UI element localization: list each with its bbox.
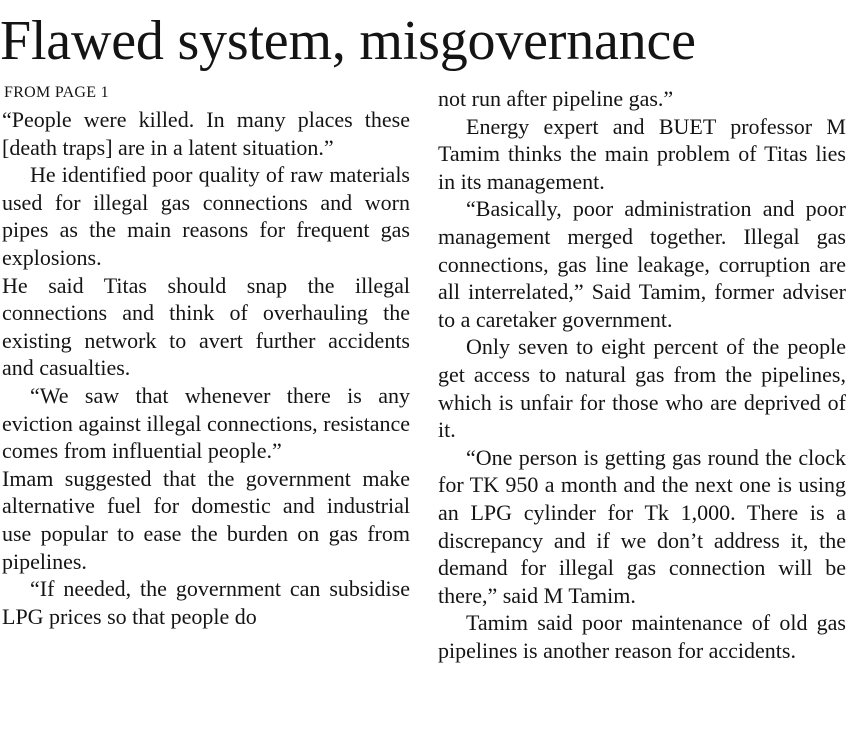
paragraph: Only seven to eight percent of the people get access to natural gas from the pipelines, which is unfair for those who are deprived of it.	[438, 334, 846, 443]
paragraph: “Basically, poor administration and poor management merged together. Illegal gas connections, gas line leakage, corruption are all interrelated,” Said Tamim, former adviser to a caretaker government.	[438, 196, 846, 332]
paragraph: Imam suggested that the government make alternative fuel for domestic and industrial use popular to ease the burden on gas from pipelines.	[2, 465, 410, 574]
paragraph: Tamim said poor maintenance of old gas pipelines is another reason for accidents.	[438, 610, 846, 663]
paragraph: “If needed, the government can subsidise LPG prices so that people do	[2, 576, 410, 629]
left-column-body	[2, 106, 410, 630]
paragraph: not run after pipeline gas.”	[438, 86, 674, 111]
paragraph: Energy expert and BUET professor M Tamim thinks the main problem of Titas lies in its management.	[438, 113, 846, 194]
paragraph: “People were killed. In many places these [death traps] are in a latent situation.”	[2, 107, 410, 160]
paragraph: He identified poor quality of raw materials used for illegal gas connections and worn pipes as the main reasons for frequent gas explosions.	[2, 162, 410, 270]
right-column-body	[438, 85, 846, 664]
paragraph: “We saw that whenever there is any eviction against illegal connections, resistance comes from influential people.”	[2, 382, 410, 464]
headline: Flawed system, misgovernance	[0, 10, 696, 72]
continuation-kicker: FROM PAGE 1	[4, 84, 109, 101]
paragraph: He said Titas should snap the illegal connections and think of overhauling the existing network to avert further accidents and casualties.	[2, 272, 410, 381]
paragraph: “One person is getting gas round the clock for TK 950 a month and the next one is using an LPG cylinder for Tk 1,000. There is a discrepancy and if we don’t address it, the demand for illegal gas connection will be there,” said M Tamim.	[438, 444, 846, 608]
